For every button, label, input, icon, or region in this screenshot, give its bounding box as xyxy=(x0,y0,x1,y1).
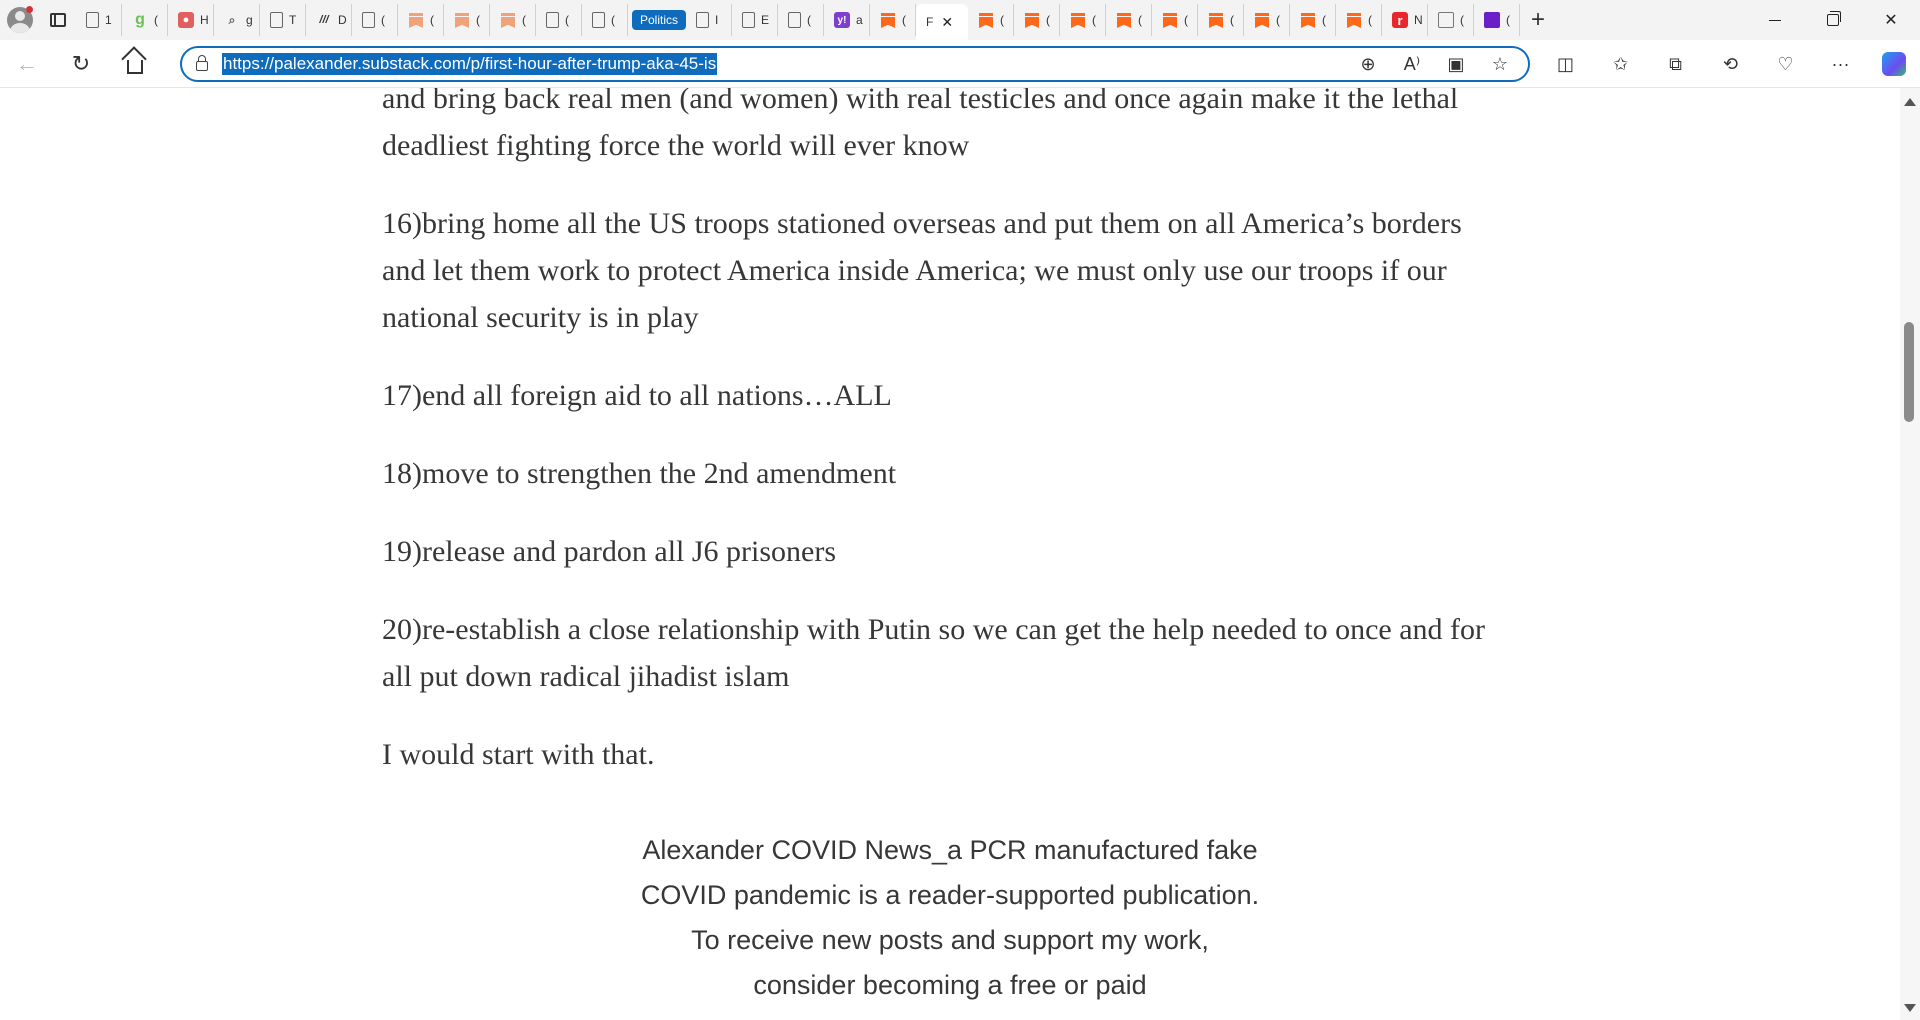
browser-tab[interactable] xyxy=(398,4,444,36)
tab-title: ( xyxy=(1368,13,1372,27)
article-body xyxy=(382,88,1492,809)
tab-title: ( xyxy=(154,13,158,27)
browser-tab[interactable] xyxy=(1474,4,1520,36)
collections-icon: ⧉ xyxy=(1669,53,1682,74)
browser-tab[interactable] xyxy=(1014,4,1060,36)
tab-title: ( xyxy=(1276,13,1280,27)
browser-tab[interactable] xyxy=(444,4,490,36)
star-icon: ☆ xyxy=(1491,53,1509,74)
slash-icon: /// xyxy=(319,14,329,26)
tab-title: ( xyxy=(1460,13,1464,27)
browser-tab[interactable] xyxy=(582,4,628,36)
zoom-icon: ⊕ xyxy=(1360,53,1376,74)
tab-title: I xyxy=(715,13,719,27)
page-icon xyxy=(546,12,559,28)
tab-title: E xyxy=(761,13,770,27)
substack-icon xyxy=(1300,12,1316,28)
tab-list xyxy=(76,0,1520,40)
tab-title: ( xyxy=(611,13,615,27)
search-icon: ⌕ xyxy=(228,12,236,27)
url-text[interactable]: https://palexander.substack.com/p/first-hour-after-trump-aka-45-is xyxy=(223,54,717,73)
browser-tab[interactable] xyxy=(732,4,778,36)
tab-title: F xyxy=(926,15,934,29)
substack-icon xyxy=(880,12,896,28)
red-app-icon: ● xyxy=(178,12,194,28)
tab-title: ( xyxy=(902,13,906,27)
tab-title: ( xyxy=(1000,13,1004,27)
split-screen-button[interactable] xyxy=(1538,44,1593,84)
browser-tab[interactable] xyxy=(968,4,1014,36)
substack-icon xyxy=(1162,12,1178,28)
browser-tab[interactable] xyxy=(1290,4,1336,36)
browser-tab[interactable] xyxy=(260,4,306,36)
more-icon: ··· xyxy=(1831,53,1850,74)
refresh-button[interactable] xyxy=(54,44,108,84)
toolbar-right xyxy=(1538,40,1920,88)
browser-tab[interactable] xyxy=(214,4,260,36)
page-scrollbar[interactable] xyxy=(1900,88,1920,1020)
zoom-button[interactable] xyxy=(1348,48,1388,80)
tab-title: N xyxy=(1414,13,1423,27)
tab-title: ( xyxy=(1046,13,1050,27)
tab-title: ( xyxy=(1184,13,1188,27)
browser-toolbar xyxy=(0,40,1920,88)
tab-title: T xyxy=(289,13,297,27)
substack-icon xyxy=(1116,12,1132,28)
tab-strip xyxy=(0,0,1920,40)
tab-title: ( xyxy=(807,13,811,27)
minimize-button[interactable] xyxy=(1746,0,1804,40)
browser-tab[interactable] xyxy=(1428,4,1474,36)
article-paragraph: 20)re-establish a close relationship with Putin so we can get the help needed to once and for all put down radical jihadist islam xyxy=(382,613,1485,693)
tab-title: 1 xyxy=(105,13,112,27)
tab-title: ( xyxy=(1230,13,1234,27)
tab-title: ( xyxy=(1092,13,1096,27)
browser-tab[interactable] xyxy=(686,4,732,36)
tab-title: a xyxy=(856,13,863,27)
tab-title: D xyxy=(338,13,347,27)
substack-icon xyxy=(978,12,994,28)
address-bar[interactable] xyxy=(180,46,1530,82)
back-button[interactable] xyxy=(0,44,54,84)
split-screen-icon: ◫ xyxy=(1556,53,1574,74)
substack-icon xyxy=(1346,12,1362,28)
page-icon xyxy=(696,12,709,28)
page-icon xyxy=(270,12,283,28)
substack-icon xyxy=(454,12,470,28)
substack-icon xyxy=(408,12,424,28)
red-r-icon: r xyxy=(1392,12,1408,28)
scroll-down-arrow-icon[interactable] xyxy=(1904,1004,1916,1012)
tab-title: ( xyxy=(1138,13,1142,27)
favorite-button[interactable] xyxy=(1480,48,1520,80)
tab-title: ( xyxy=(565,13,569,27)
back-arrow-icon: ← xyxy=(16,50,38,76)
active-tab[interactable] xyxy=(916,4,968,40)
history-icon: ⟲ xyxy=(1722,53,1739,74)
substack-icon xyxy=(500,12,516,28)
browser-tab[interactable] xyxy=(536,4,582,36)
settings-more-button[interactable] xyxy=(1813,44,1868,84)
browser-tab[interactable] xyxy=(490,4,536,36)
substack-icon xyxy=(1024,12,1040,28)
tab-title: ( xyxy=(522,13,526,27)
tab-title: ( xyxy=(476,13,480,27)
read-aloud-button[interactable] xyxy=(1392,48,1432,80)
article-paragraph: 16)bring home all the US troops stationed overseas and put them on all America’s borders and let them work to protect America inside America; we must only use our troops if our national security is in play xyxy=(382,207,1462,334)
article-paragraph: 18)move to strengthen the 2nd amendment xyxy=(382,457,897,490)
browser-tab[interactable] xyxy=(1152,4,1198,36)
immersive-reader-button[interactable] xyxy=(1436,48,1476,80)
collections-button[interactable] xyxy=(1648,44,1703,84)
tab-title: ( xyxy=(1322,13,1326,27)
subscribe-blurb: Alexander COVID News_a PCR manufactured fake COVID pandemic is a reader-supported publication. To receive new posts and support my work, consider becoming a free or paid xyxy=(640,835,1260,1000)
browser-tab[interactable] xyxy=(1198,4,1244,36)
browser-tab[interactable] xyxy=(1060,4,1106,36)
tab-title: ( xyxy=(381,13,385,27)
favorites-button[interactable] xyxy=(1593,44,1648,84)
close-icon: ✕ xyxy=(1884,12,1898,29)
grid-icon xyxy=(1438,12,1454,28)
browser-tab[interactable] xyxy=(870,4,916,36)
article-paragraph: 17)end all foreign aid to all nations…ALL xyxy=(382,379,892,412)
history-button[interactable] xyxy=(1703,44,1758,84)
minimize-icon xyxy=(1769,20,1781,21)
article-paragraph: and bring back real men (and women) with real testicles and once again make it the lethal deadliest fighting force the world will ever know xyxy=(382,88,1459,162)
home-icon xyxy=(127,60,143,74)
green-g-icon: g xyxy=(135,11,145,28)
tab-title: ( xyxy=(430,13,434,27)
article-paragraph: 19)release and pardon all J6 prisoners xyxy=(382,535,837,568)
page-icon xyxy=(362,12,375,28)
browser-tab[interactable] xyxy=(122,4,168,36)
home-button[interactable] xyxy=(108,44,162,84)
tab-title: ( xyxy=(1506,13,1510,27)
substack-icon xyxy=(1070,12,1086,28)
browser-tab[interactable] xyxy=(168,4,214,36)
close-tab-icon[interactable]: ✕ xyxy=(941,13,954,30)
lock-icon xyxy=(196,61,208,71)
restore-button[interactable] xyxy=(1804,0,1862,40)
tab-group-label: Politics xyxy=(632,10,686,30)
mail-icon xyxy=(1484,12,1500,28)
page-icon xyxy=(86,12,99,28)
new-tab-button[interactable]: + xyxy=(1530,6,1545,33)
window-controls xyxy=(1746,0,1920,40)
browser-tab[interactable] xyxy=(352,4,398,36)
page-icon xyxy=(742,12,755,28)
favorites-icon: ✩ xyxy=(1612,53,1629,74)
browser-tab[interactable] xyxy=(824,4,870,36)
page-icon xyxy=(592,12,605,28)
browser-tab[interactable] xyxy=(306,4,352,36)
page-icon xyxy=(788,12,801,28)
browser-tab[interactable] xyxy=(1382,4,1428,36)
copilot-button[interactable] xyxy=(1882,52,1906,76)
substack-icon xyxy=(1254,12,1270,28)
read-aloud-icon: A⁾ xyxy=(1403,53,1421,74)
immersive-reader-icon: ▣ xyxy=(1447,53,1465,74)
yahoo-icon: y! xyxy=(834,12,850,28)
restore-icon xyxy=(1827,14,1839,26)
browser-tab[interactable] xyxy=(76,4,122,36)
substack-icon xyxy=(1208,12,1224,28)
browser-tab[interactable] xyxy=(1106,4,1152,36)
tab-title: g xyxy=(246,13,253,27)
heart-pulse-icon: ♡ xyxy=(1777,53,1794,74)
scroll-up-arrow-icon[interactable] xyxy=(1904,98,1916,106)
notification-dot xyxy=(26,6,33,13)
profile-button[interactable] xyxy=(0,0,40,40)
browser-tab[interactable] xyxy=(1244,4,1290,36)
browser-tab[interactable] xyxy=(778,4,824,36)
tab-title: H xyxy=(200,13,209,27)
scroll-thumb[interactable] xyxy=(1904,322,1914,422)
browser-tab[interactable] xyxy=(1336,4,1382,36)
close-window-button[interactable] xyxy=(1862,0,1920,40)
tab-group-politics[interactable] xyxy=(628,4,686,36)
site-info-button[interactable] xyxy=(182,57,222,71)
performance-button[interactable] xyxy=(1758,44,1813,84)
page-viewport xyxy=(0,88,1900,1020)
article-paragraph: I would start with that. xyxy=(382,738,655,771)
address-bar-actions xyxy=(1348,48,1520,80)
tab-actions-button[interactable] xyxy=(40,4,76,36)
vertical-tabs-icon xyxy=(50,13,66,27)
refresh-icon: ↻ xyxy=(71,50,91,76)
